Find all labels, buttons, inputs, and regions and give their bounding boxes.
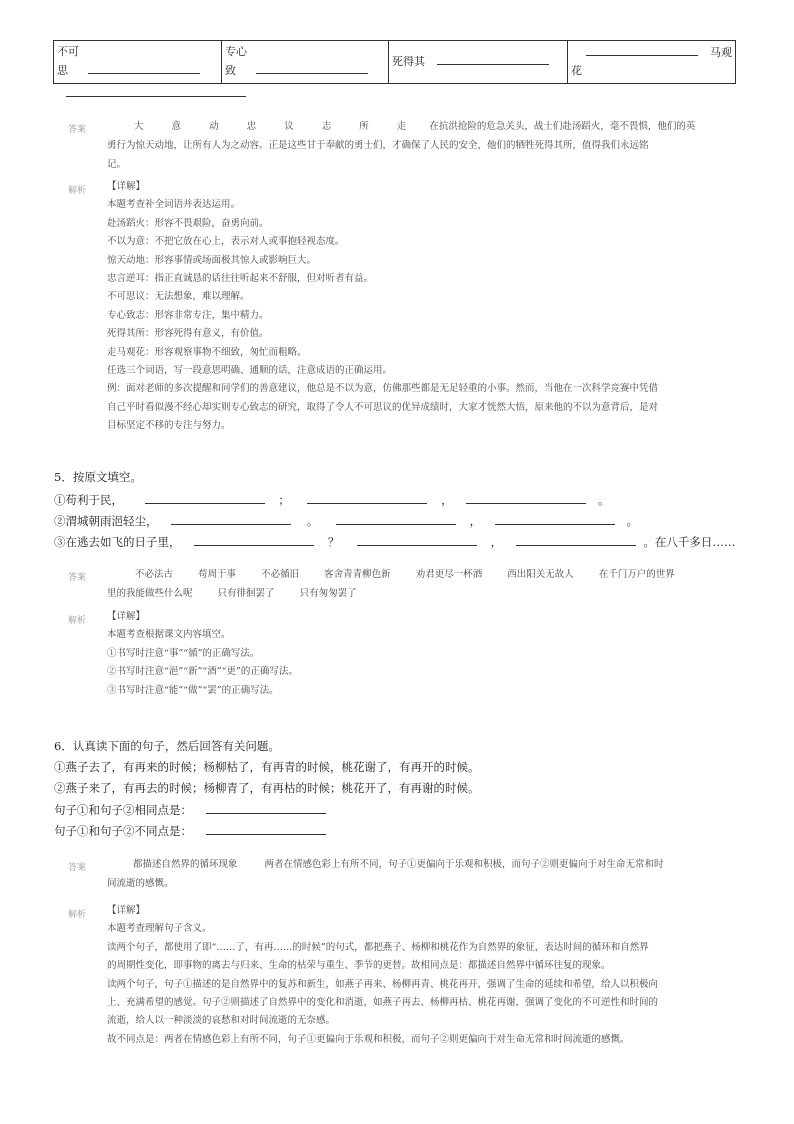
answer-word: 大 xyxy=(134,121,144,132)
cell-text-top: 马观 xyxy=(710,46,732,59)
q5-line-3 xyxy=(54,532,735,552)
analysis-label: 解析 xyxy=(68,186,87,196)
q6-sentence-1: ①燕子去了，有再来的时候；杨柳枯了，有再青的时候，桃花谢了，有再开的时候。 xyxy=(54,760,480,774)
answer-word: 所 xyxy=(359,121,369,132)
fill-blank[interactable] xyxy=(206,801,326,814)
analysis-line: 例：面对老师的多次提醒和同学们的善意建议，他总是不以为意，仿佛那些都是无足轻重的小事。然而，当他在一次科学竞赛中凭借 xyxy=(107,383,659,395)
fill-blank[interactable] xyxy=(357,533,477,546)
punct: ？ xyxy=(327,535,340,549)
punct: 。 xyxy=(626,514,638,528)
answer-word: 忠 xyxy=(246,121,257,132)
answer-item: 里的我能做些什么呢 xyxy=(107,588,193,599)
answer-text: 间流逝的感慨。 xyxy=(107,878,174,889)
fill-blank[interactable] xyxy=(586,43,698,56)
idiom-cell-4 xyxy=(568,41,736,84)
cell-text-bottom: 思 xyxy=(57,64,68,77)
fill-blank[interactable] xyxy=(466,491,586,504)
answer-item: 不必法古 xyxy=(135,569,174,580)
fill-blank[interactable] xyxy=(256,61,368,74)
punct: 。在八千多日…… xyxy=(643,535,736,549)
analysis-line: 走马观花：形容观察事物不细致，匆忙而粗略。 xyxy=(107,346,307,358)
analysis-line: ②书写时注意“浥”“新”“酒”“更”的正确写法。 xyxy=(107,666,298,678)
cell-text-bottom: 花 xyxy=(571,64,582,77)
answer-text: 两者在情感色彩上有所不同，句子①更偏向于乐观和积极，而句子②则更偏向于对生命无常和时 xyxy=(264,859,664,870)
fill-blank[interactable] xyxy=(171,512,291,525)
idiom-fill-table xyxy=(53,40,736,84)
fill-blank[interactable] xyxy=(88,61,200,74)
fill-blank[interactable] xyxy=(145,491,265,504)
analysis-label: 解析 xyxy=(68,616,87,626)
fill-blank[interactable] xyxy=(495,512,615,525)
analysis-label: 解析 xyxy=(68,910,87,920)
analysis-line: 惊天动地：形容事情或场面极其惊人或影响巨大。 xyxy=(107,254,317,266)
answer-label: 答案 xyxy=(68,863,87,873)
answer-label: 答案 xyxy=(68,573,87,583)
fill-blank[interactable] xyxy=(437,52,549,65)
answer-item: 在千门万户的世界 xyxy=(598,569,675,580)
q6-same-question xyxy=(54,800,326,820)
q4-answer xyxy=(107,117,727,174)
idiom-cell-3 xyxy=(389,41,568,84)
punct: 。 xyxy=(306,514,319,528)
punct: ； xyxy=(278,493,290,507)
analysis-line: 任选三个词语，写一段意思明确、通顺的话，注意成语的正确运用。 xyxy=(107,365,393,377)
answer-item: 劝君更尽一杯酒 xyxy=(415,569,483,580)
fill-blank[interactable] xyxy=(516,533,636,546)
fill-blank[interactable] xyxy=(336,512,456,525)
punct: ， xyxy=(490,535,503,549)
analysis-line: 目标坚定不移的专注与努力。 xyxy=(107,420,231,432)
analysis-line: 不以为意：不把它放在心上，表示对人或事抱轻视态度。 xyxy=(107,236,345,248)
analysis-line: 本题考查理解句子含义。 xyxy=(107,923,212,935)
q6-sentence-2: ②燕子来了，有再去的时候；杨柳青了，有再枯的时候；桃花开了，有再谢的时候。 xyxy=(54,781,480,795)
analysis-line: 忠言逆耳：指正直诚恳的话往往听起来不舒服，但对听者有益。 xyxy=(107,273,374,285)
prompt-text: 句子①和句子②不同点是： xyxy=(54,824,192,838)
q6-analysis xyxy=(107,902,658,1049)
analysis-line: 自己平时看似漫不经心却实则专心致志的研究，取得了令人不可思议的优异成绩时，大家才恍然大悟，原来他的不以为意背后，是对 xyxy=(107,401,659,413)
answer-word: 议 xyxy=(284,121,294,132)
cell-text-top: 专心 xyxy=(225,45,247,58)
prompt-text: ③在逃去如飞的日子里， xyxy=(54,535,181,549)
idiom-cell-2 xyxy=(222,41,389,84)
q6-diff-question xyxy=(54,821,326,841)
answer-text: 记。 xyxy=(107,159,127,170)
analysis-line: ①书写时注意“事”“循”的正确写法。 xyxy=(107,647,260,659)
answer-text: 在抗洪抢险的危急关头，战士们赴汤蹈火，毫不畏惧，他们的英 xyxy=(429,121,696,132)
q5-answer xyxy=(107,565,737,603)
analysis-line: 不可思议：无法想象，难以理解。 xyxy=(107,291,250,303)
answer-item: 只有匆匆罢了 xyxy=(299,588,357,599)
answer-word: 动 xyxy=(209,121,219,132)
idiom-cell-1 xyxy=(54,41,222,84)
cell-text-bottom: 致 xyxy=(225,64,236,77)
analysis-line: ③书写时注意“能”“做”“罢”的正确写法。 xyxy=(107,684,279,696)
q5-line-2 xyxy=(54,511,638,531)
prompt-text: 句子①和句子②相同点是： xyxy=(54,803,192,817)
analysis-line: 读两个句子，都使用了即“……了，有再……的时候”的句式，都把燕子、杨柳和桃花作为自然界的象征，表达时间的循环和自然界 xyxy=(107,941,649,953)
analysis-line: 本题考查补全词语并表达运用。 xyxy=(107,199,241,211)
fill-blank[interactable] xyxy=(307,491,427,504)
answer-item: 苟周于事 xyxy=(198,569,237,580)
question-5-title: 5．按原文填空。 xyxy=(54,470,142,484)
analysis-line: 的周期性变化，即事物的离去与归来、生命的枯荣与重生、季节的更替。故相同点是：都描述自然界中循环往复的现象。 xyxy=(107,960,611,972)
answer-word: 意 xyxy=(171,121,182,132)
q4-analysis xyxy=(107,178,737,436)
analysis-line: 流逝，给人以一种淡淡的哀愁和对时间流逝的无奈感。 xyxy=(107,1015,336,1027)
cell-text: 死得其 xyxy=(392,55,425,68)
q5-line-1 xyxy=(54,490,609,510)
analysis-line: 专心致志：形容非常专注，集中精力。 xyxy=(107,309,269,321)
prompt-text: ①苟利于民， xyxy=(54,493,123,507)
analysis-line: 读两个句子，句子①描述的是自然界中的复苏和新生，如燕子再来、杨柳再青、桃花再开，强调了生命的延续和希望，给人以积极向 xyxy=(107,978,659,990)
answer-text: 都描述自然界的循环现象 xyxy=(133,859,238,870)
answer-text: 勇行为惊天动地，让所有人为之动容。正是这些甘于奉献的勇士们，才确保了人民的安全，他们的牺牲死得其所，值得我们永远铭 xyxy=(107,140,649,151)
punct: 。 xyxy=(597,493,610,507)
analysis-line: 赴汤蹈火：形容不畏艰险，奋勇向前。 xyxy=(107,217,269,229)
prompt-text: ②渭城朝雨浥轻尘， xyxy=(54,514,158,528)
analysis-line: 【详解】 xyxy=(107,611,146,622)
analysis-line: 故不同点是：两者在情感色彩上有所不同，句子①更偏向于乐观和积极，而句子②则更偏向于对生命无常和时间流逝的感慨。 xyxy=(107,1033,630,1045)
punct: ， xyxy=(469,514,482,528)
answer-item: 只有徘徊罢了 xyxy=(217,588,275,599)
q5-analysis xyxy=(107,608,298,700)
fill-blank[interactable] xyxy=(206,822,326,835)
question-6-title: 6．认真读下面的句子，然后回答有关问题。 xyxy=(54,739,280,753)
answer-item: 客舍青青柳色新 xyxy=(324,569,391,580)
answer-item: 西出阳关无故人 xyxy=(507,569,574,580)
analysis-line: 本题考查根据课文内容填空。 xyxy=(107,629,231,641)
answer-item: 不必循旧 xyxy=(261,569,300,580)
answer-label: 答案 xyxy=(68,125,87,135)
analysis-line: 【详解】 xyxy=(107,181,146,192)
analysis-line: 上、充满希望的感觉。句子②则描述了自然界中的变化和消逝，如燕子再去、杨柳再枯、桃花再谢，强调了变化的不可逆性和时间的 xyxy=(107,997,659,1009)
answer-word: 走 xyxy=(396,121,407,132)
q6-answer xyxy=(107,855,664,893)
extra-blank-line xyxy=(66,96,246,97)
fill-blank[interactable] xyxy=(194,533,314,546)
cell-text-top: 不可 xyxy=(57,45,79,58)
analysis-line: 死得其所：形容死得有意义，有价值。 xyxy=(107,328,269,340)
answer-word: 志 xyxy=(321,121,332,132)
analysis-line: 【详解】 xyxy=(107,905,146,916)
punct: ， xyxy=(441,493,453,507)
